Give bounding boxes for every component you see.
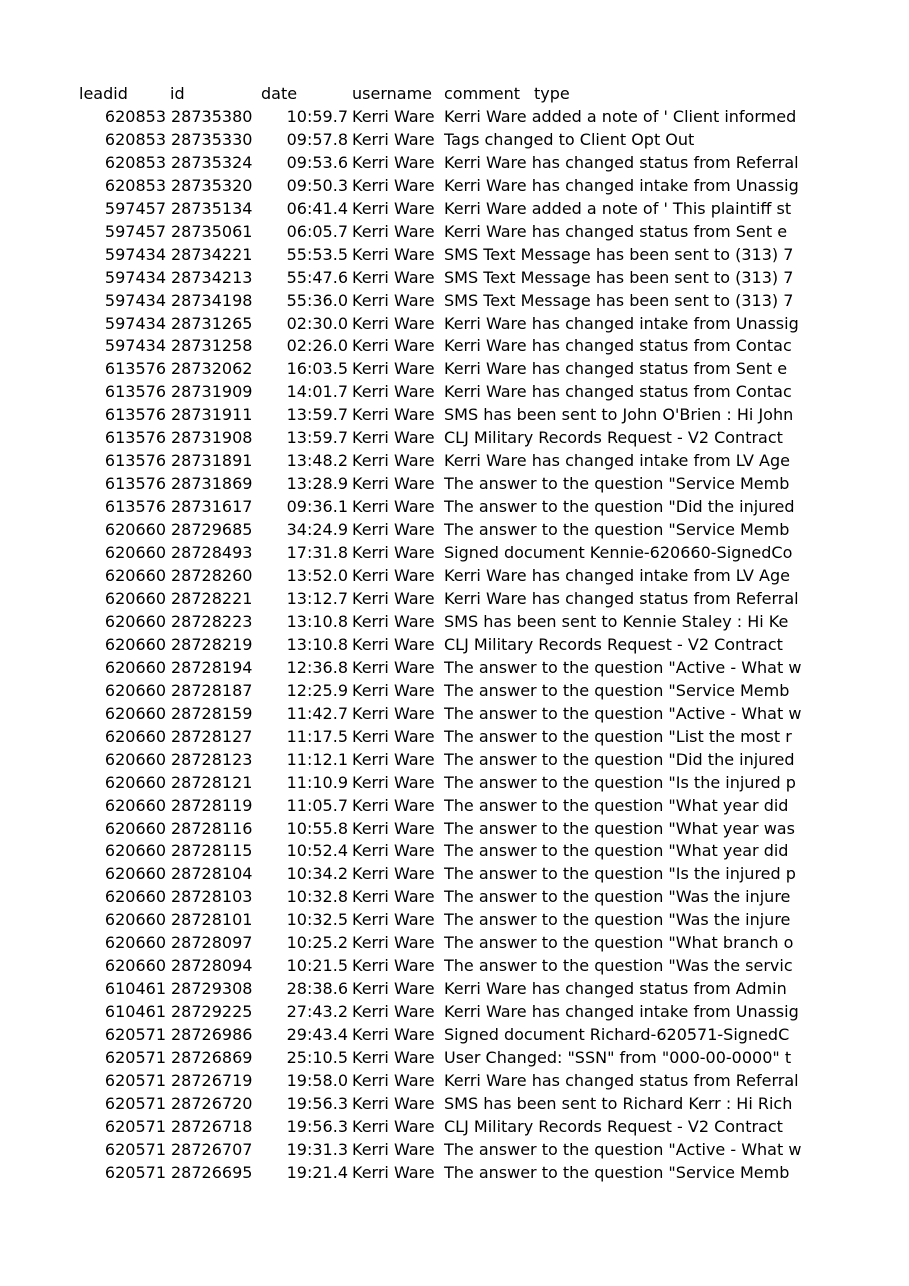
cell-username: Kerri Ware — [352, 979, 435, 999]
table-row — [79, 1139, 809, 1162]
cell-leadid: 620853 — [104, 175, 166, 195]
cell-leadid: 620853 — [104, 152, 166, 172]
cell-id: 28731265 — [171, 313, 253, 333]
table-row — [79, 657, 809, 680]
cell-comment: User Changed: "SSN" from "000-00-0000" t — [444, 1048, 792, 1068]
cell-username: Kerri Ware — [352, 910, 435, 930]
cell-comment: Kerri Ware has changed status from Referral — [444, 152, 799, 172]
cell-id: 28726869 — [171, 1048, 253, 1068]
cell-leadid: 620660 — [104, 634, 166, 654]
table-row — [79, 978, 809, 1001]
table-row — [79, 267, 809, 290]
cell-leadid: 613576 — [104, 474, 166, 494]
cell-comment: The answer to the question "Did the injured — [444, 497, 795, 517]
cell-id: 28731258 — [171, 336, 253, 356]
cell-username: Kerri Ware — [352, 1025, 435, 1045]
cell-date: 34:24.9 — [286, 520, 348, 540]
cell-id: 28728187 — [171, 680, 253, 700]
cell-id: 28734213 — [171, 267, 253, 287]
cell-id: 28726719 — [171, 1070, 253, 1090]
cell-username: Kerri Ware — [352, 680, 435, 700]
table-row — [79, 611, 809, 634]
cell-username: Kerri Ware — [352, 175, 435, 195]
cell-id: 28734198 — [171, 290, 253, 310]
cell-id: 28728493 — [171, 543, 253, 563]
table-row — [79, 634, 809, 657]
cell-date: 29:43.4 — [286, 1025, 348, 1045]
table-row — [79, 909, 809, 932]
cell-leadid: 620660 — [104, 588, 166, 608]
cell-date: 10:32.5 — [286, 910, 348, 930]
cell-comment: SMS Text Message has been sent to (313) 7 — [444, 244, 794, 264]
table-row — [79, 542, 809, 565]
cell-username: Kerri Ware — [352, 543, 435, 563]
cell-comment: Kerri Ware has changed status from Admin — [444, 979, 787, 999]
cell-id: 28729225 — [171, 1002, 253, 1022]
table-row — [79, 726, 809, 749]
cell-id: 28728115 — [171, 841, 253, 861]
cell-date: 13:12.7 — [286, 588, 348, 608]
cell-id: 28728097 — [171, 933, 253, 953]
cell-comment: The answer to the question "Was the injure — [444, 887, 791, 907]
cell-username: Kerri Ware — [352, 1070, 435, 1090]
cell-id: 28728121 — [171, 772, 253, 792]
header-date: date — [261, 84, 298, 103]
cell-leadid: 613576 — [104, 382, 166, 402]
cell-date: 12:25.9 — [286, 680, 348, 700]
cell-username: Kerri Ware — [352, 657, 435, 677]
cell-comment: SMS has been sent to John O'Brien : Hi John — [444, 405, 794, 425]
cell-username: Kerri Ware — [352, 313, 435, 333]
table-row — [79, 290, 809, 313]
cell-date: 11:17.5 — [286, 726, 348, 746]
cell-date: 13:59.7 — [286, 428, 348, 448]
cell-id: 28728219 — [171, 634, 253, 654]
cell-id: 28735320 — [171, 175, 253, 195]
cell-comment: Kerri Ware has changed intake from Unassig — [444, 1002, 799, 1022]
cell-comment: The answer to the question "What year was — [444, 818, 795, 838]
cell-username: Kerri Ware — [352, 497, 435, 517]
cell-leadid: 620660 — [104, 657, 166, 677]
table-row — [79, 772, 809, 795]
cell-id: 28728103 — [171, 887, 253, 907]
cell-comment: The answer to the question "Was the injure — [444, 910, 791, 930]
cell-username: Kerri Ware — [352, 1048, 435, 1068]
cell-date: 02:26.0 — [286, 336, 348, 356]
cell-leadid: 620660 — [104, 566, 166, 586]
cell-leadid: 620660 — [104, 956, 166, 976]
cell-id: 28728104 — [171, 864, 253, 884]
cell-leadid: 620571 — [104, 1025, 166, 1045]
cell-comment: Signed document Richard-620571-SignedC — [444, 1025, 790, 1045]
table-row — [79, 129, 809, 152]
cell-id: 28731911 — [171, 405, 253, 425]
cell-leadid: 620660 — [104, 520, 166, 540]
cell-leadid: 610461 — [104, 979, 166, 999]
cell-date: 10:59.7 — [286, 106, 348, 126]
table-row — [79, 519, 809, 542]
cell-username: Kerri Ware — [352, 933, 435, 953]
table-row — [79, 1024, 809, 1047]
cell-id: 28728123 — [171, 749, 253, 769]
cell-comment: Signed document Kennie-620660-SignedCo — [444, 543, 793, 563]
cell-leadid: 620660 — [104, 749, 166, 769]
cell-id: 28731617 — [171, 497, 253, 517]
cell-comment: CLJ Military Records Request - V2 Contract — [444, 1116, 783, 1136]
table-row — [79, 703, 809, 726]
cell-comment: Kerri Ware added a note of ' This plaintiff st — [444, 198, 792, 218]
cell-comment: The answer to the question "Service Memb — [444, 1162, 790, 1182]
cell-date: 10:32.8 — [286, 887, 348, 907]
cell-leadid: 597434 — [104, 313, 166, 333]
cell-date: 28:38.6 — [286, 979, 348, 999]
table-row — [79, 840, 809, 863]
cell-username: Kerri Ware — [352, 1162, 435, 1182]
table-row — [79, 1162, 809, 1185]
cell-username: Kerri Ware — [352, 106, 435, 126]
cell-date: 19:21.4 — [286, 1162, 348, 1182]
cell-id: 28728260 — [171, 566, 253, 586]
cell-comment: The answer to the question "Service Memb — [444, 474, 790, 494]
cell-leadid: 620571 — [104, 1093, 166, 1113]
cell-id: 28728159 — [171, 703, 253, 723]
cell-date: 10:34.2 — [286, 864, 348, 884]
table-row — [79, 932, 809, 955]
cell-comment: Kerri Ware has changed intake from Unassig — [444, 175, 799, 195]
table-row — [79, 473, 809, 496]
header-id: id — [170, 84, 185, 103]
header-leadid: leadid — [79, 84, 128, 103]
spreadsheet-table — [79, 83, 809, 1185]
cell-date: 13:48.2 — [286, 451, 348, 471]
cell-date: 19:31.3 — [286, 1139, 348, 1159]
cell-username: Kerri Ware — [352, 129, 435, 149]
cell-username: Kerri Ware — [352, 221, 435, 241]
cell-username: Kerri Ware — [352, 1002, 435, 1022]
cell-comment: The answer to the question "What year did — [444, 795, 789, 815]
cell-username: Kerri Ware — [352, 772, 435, 792]
cell-id: 28726720 — [171, 1093, 253, 1113]
cell-leadid: 620571 — [104, 1162, 166, 1182]
cell-comment: Tags changed to Client Opt Out — [444, 129, 695, 149]
cell-comment: The answer to the question "What branch o — [444, 933, 794, 953]
cell-comment: SMS Text Message has been sent to (313) 7 — [444, 290, 794, 310]
table-row — [79, 1070, 809, 1093]
cell-leadid: 597434 — [104, 336, 166, 356]
cell-id: 28731909 — [171, 382, 253, 402]
cell-id: 28735134 — [171, 198, 253, 218]
cell-date: 13:10.8 — [286, 611, 348, 631]
cell-date: 19:56.3 — [286, 1116, 348, 1136]
table-row — [79, 818, 809, 841]
cell-leadid: 620571 — [104, 1116, 166, 1136]
cell-id: 28728094 — [171, 956, 253, 976]
cell-comment: The answer to the question "Service Memb — [444, 680, 790, 700]
cell-leadid: 620660 — [104, 543, 166, 563]
cell-leadid: 620660 — [104, 726, 166, 746]
cell-date: 12:36.8 — [286, 657, 348, 677]
cell-id: 28729308 — [171, 979, 253, 999]
cell-date: 10:52.4 — [286, 841, 348, 861]
table-row — [79, 749, 809, 772]
cell-comment: Kerri Ware has changed status from Referral — [444, 1070, 799, 1090]
cell-date: 55:53.5 — [286, 244, 348, 264]
cell-leadid: 620853 — [104, 106, 166, 126]
header-type: type — [534, 84, 570, 103]
cell-username: Kerri Ware — [352, 336, 435, 356]
table-row — [79, 496, 809, 519]
cell-comment: The answer to the question "Service Memb — [444, 520, 790, 540]
cell-comment: The answer to the question "Active - What w — [444, 1139, 802, 1159]
cell-id: 28728119 — [171, 795, 253, 815]
cell-id: 28735061 — [171, 221, 253, 241]
cell-leadid: 597457 — [104, 198, 166, 218]
cell-date: 27:43.2 — [286, 1002, 348, 1022]
cell-leadid: 597457 — [104, 221, 166, 241]
cell-comment: The answer to the question "Active - What w — [444, 703, 802, 723]
cell-username: Kerri Ware — [352, 520, 435, 540]
cell-id: 28728127 — [171, 726, 253, 746]
cell-username: Kerri Ware — [352, 841, 435, 861]
cell-id: 28728101 — [171, 910, 253, 930]
table-row — [79, 381, 809, 404]
cell-username: Kerri Ware — [352, 588, 435, 608]
table-row — [79, 450, 809, 473]
cell-date: 19:56.3 — [286, 1093, 348, 1113]
cell-date: 11:10.9 — [286, 772, 348, 792]
cell-leadid: 620853 — [104, 129, 166, 149]
cell-username: Kerri Ware — [352, 1116, 435, 1136]
cell-username: Kerri Ware — [352, 1139, 435, 1159]
cell-date: 13:59.7 — [286, 405, 348, 425]
cell-username: Kerri Ware — [352, 267, 435, 287]
cell-comment: SMS Text Message has been sent to (313) 7 — [444, 267, 794, 287]
cell-leadid: 613576 — [104, 405, 166, 425]
cell-date: 06:05.7 — [286, 221, 348, 241]
table-row — [79, 221, 809, 244]
cell-leadid: 620571 — [104, 1139, 166, 1159]
cell-username: Kerri Ware — [352, 244, 435, 264]
cell-date: 09:36.1 — [286, 497, 348, 517]
cell-date: 16:03.5 — [286, 359, 348, 379]
cell-leadid: 620660 — [104, 864, 166, 884]
cell-comment: The answer to the question "Is the injured p — [444, 772, 796, 792]
cell-comment: Kerri Ware added a note of ' Client informed — [444, 106, 797, 126]
table-row — [79, 106, 809, 129]
cell-username: Kerri Ware — [352, 864, 435, 884]
cell-username: Kerri Ware — [352, 405, 435, 425]
cell-leadid: 620660 — [104, 772, 166, 792]
table-row — [79, 795, 809, 818]
cell-id: 28728116 — [171, 818, 253, 838]
cell-username: Kerri Ware — [352, 382, 435, 402]
cell-username: Kerri Ware — [352, 749, 435, 769]
cell-username: Kerri Ware — [352, 818, 435, 838]
cell-date: 09:53.6 — [286, 152, 348, 172]
cell-id: 28728223 — [171, 611, 253, 631]
cell-id: 28726707 — [171, 1139, 253, 1159]
table-row — [79, 863, 809, 886]
header-username: username — [352, 84, 432, 103]
table-row — [79, 1116, 809, 1139]
cell-comment: Kerri Ware has changed intake from LV Age — [444, 451, 790, 471]
cell-comment: The answer to the question "Active - What w — [444, 657, 802, 677]
cell-username: Kerri Ware — [352, 566, 435, 586]
cell-username: Kerri Ware — [352, 1093, 435, 1113]
cell-username: Kerri Ware — [352, 956, 435, 976]
cell-id: 28728221 — [171, 588, 253, 608]
cell-date: 11:42.7 — [286, 703, 348, 723]
cell-leadid: 613576 — [104, 451, 166, 471]
table-row — [79, 152, 809, 175]
cell-comment: Kerri Ware has changed status from Sent e — [444, 221, 788, 241]
table-row — [79, 358, 809, 381]
cell-leadid: 620660 — [104, 887, 166, 907]
cell-leadid: 620660 — [104, 818, 166, 838]
cell-username: Kerri Ware — [352, 795, 435, 815]
cell-comment: The answer to the question "Is the injured p — [444, 864, 796, 884]
cell-leadid: 613576 — [104, 428, 166, 448]
cell-date: 17:31.8 — [286, 543, 348, 563]
cell-comment: Kerri Ware has changed intake from Unassig — [444, 313, 799, 333]
cell-date: 11:05.7 — [286, 795, 348, 815]
cell-leadid: 620660 — [104, 933, 166, 953]
cell-username: Kerri Ware — [352, 887, 435, 907]
cell-leadid: 620660 — [104, 795, 166, 815]
cell-date: 06:41.4 — [286, 198, 348, 218]
table-row — [79, 1047, 809, 1070]
table-row — [79, 198, 809, 221]
cell-username: Kerri Ware — [352, 198, 435, 218]
cell-id: 28735330 — [171, 129, 253, 149]
cell-date: 19:58.0 — [286, 1070, 348, 1090]
cell-id: 28731869 — [171, 474, 253, 494]
cell-comment: CLJ Military Records Request - V2 Contract — [444, 634, 783, 654]
cell-username: Kerri Ware — [352, 428, 435, 448]
cell-username: Kerri Ware — [352, 451, 435, 471]
cell-comment: SMS has been sent to Kennie Staley : Hi Ke — [444, 611, 789, 631]
cell-comment: The answer to the question "Did the injured — [444, 749, 795, 769]
cell-id: 28735324 — [171, 152, 253, 172]
cell-username: Kerri Ware — [352, 359, 435, 379]
table-row — [79, 427, 809, 450]
cell-date: 09:50.3 — [286, 175, 348, 195]
cell-username: Kerri Ware — [352, 703, 435, 723]
cell-date: 13:28.9 — [286, 474, 348, 494]
cell-username: Kerri Ware — [352, 726, 435, 746]
header-row — [79, 83, 809, 106]
cell-date: 10:21.5 — [286, 956, 348, 976]
cell-date: 14:01.7 — [286, 382, 348, 402]
cell-leadid: 620571 — [104, 1070, 166, 1090]
cell-leadid: 597434 — [104, 290, 166, 310]
cell-leadid: 597434 — [104, 244, 166, 264]
table-row — [79, 335, 809, 358]
cell-comment: Kerri Ware has changed status from Contac — [444, 336, 792, 356]
cell-comment: Kerri Ware has changed intake from LV Age — [444, 566, 790, 586]
cell-id: 28731908 — [171, 428, 253, 448]
table-body — [79, 106, 809, 1185]
table-row — [79, 1093, 809, 1116]
cell-comment: SMS has been sent to Richard Kerr : Hi Rich — [444, 1093, 793, 1113]
table-row — [79, 680, 809, 703]
cell-comment: The answer to the question "List the most r — [444, 726, 792, 746]
cell-leadid: 620571 — [104, 1048, 166, 1068]
cell-id: 28728194 — [171, 657, 253, 677]
cell-date: 10:55.8 — [286, 818, 348, 838]
cell-id: 28731891 — [171, 451, 253, 471]
cell-date: 55:47.6 — [286, 267, 348, 287]
cell-date: 10:25.2 — [286, 933, 348, 953]
cell-leadid: 620660 — [104, 841, 166, 861]
cell-leadid: 620660 — [104, 611, 166, 631]
table-row — [79, 313, 809, 336]
table-row — [79, 404, 809, 427]
cell-username: Kerri Ware — [352, 152, 435, 172]
cell-comment: Kerri Ware has changed status from Referral — [444, 588, 799, 608]
cell-leadid: 613576 — [104, 497, 166, 517]
table-row — [79, 588, 809, 611]
cell-username: Kerri Ware — [352, 290, 435, 310]
cell-id: 28729685 — [171, 520, 253, 540]
cell-comment: CLJ Military Records Request - V2 Contract — [444, 428, 783, 448]
table-row — [79, 244, 809, 267]
cell-leadid: 620660 — [104, 703, 166, 723]
table-row — [79, 1001, 809, 1024]
cell-username: Kerri Ware — [352, 474, 435, 494]
table-row — [79, 175, 809, 198]
cell-id: 28726718 — [171, 1116, 253, 1136]
cell-date: 25:10.5 — [286, 1048, 348, 1068]
cell-date: 55:36.0 — [286, 290, 348, 310]
cell-leadid: 620660 — [104, 910, 166, 930]
cell-id: 28734221 — [171, 244, 253, 264]
cell-comment: Kerri Ware has changed status from Contac — [444, 382, 792, 402]
cell-id: 28726695 — [171, 1162, 253, 1182]
header-comment: comment — [444, 84, 521, 103]
cell-date: 09:57.8 — [286, 129, 348, 149]
cell-comment: The answer to the question "Was the servic — [444, 956, 793, 976]
cell-comment: Kerri Ware has changed status from Sent e — [444, 359, 788, 379]
cell-date: 02:30.0 — [286, 313, 348, 333]
cell-username: Kerri Ware — [352, 611, 435, 631]
cell-date: 13:10.8 — [286, 634, 348, 654]
table-row — [79, 955, 809, 978]
cell-username: Kerri Ware — [352, 634, 435, 654]
table-row — [79, 886, 809, 909]
cell-date: 13:52.0 — [286, 566, 348, 586]
cell-leadid: 597434 — [104, 267, 166, 287]
cell-leadid: 613576 — [104, 359, 166, 379]
table-row — [79, 565, 809, 588]
cell-id: 28732062 — [171, 359, 253, 379]
cell-comment: The answer to the question "What year did — [444, 841, 789, 861]
cell-date: 11:12.1 — [286, 749, 348, 769]
cell-id: 28735380 — [171, 106, 253, 126]
cell-leadid: 620660 — [104, 680, 166, 700]
cell-leadid: 610461 — [104, 1002, 166, 1022]
cell-id: 28726986 — [171, 1025, 253, 1045]
